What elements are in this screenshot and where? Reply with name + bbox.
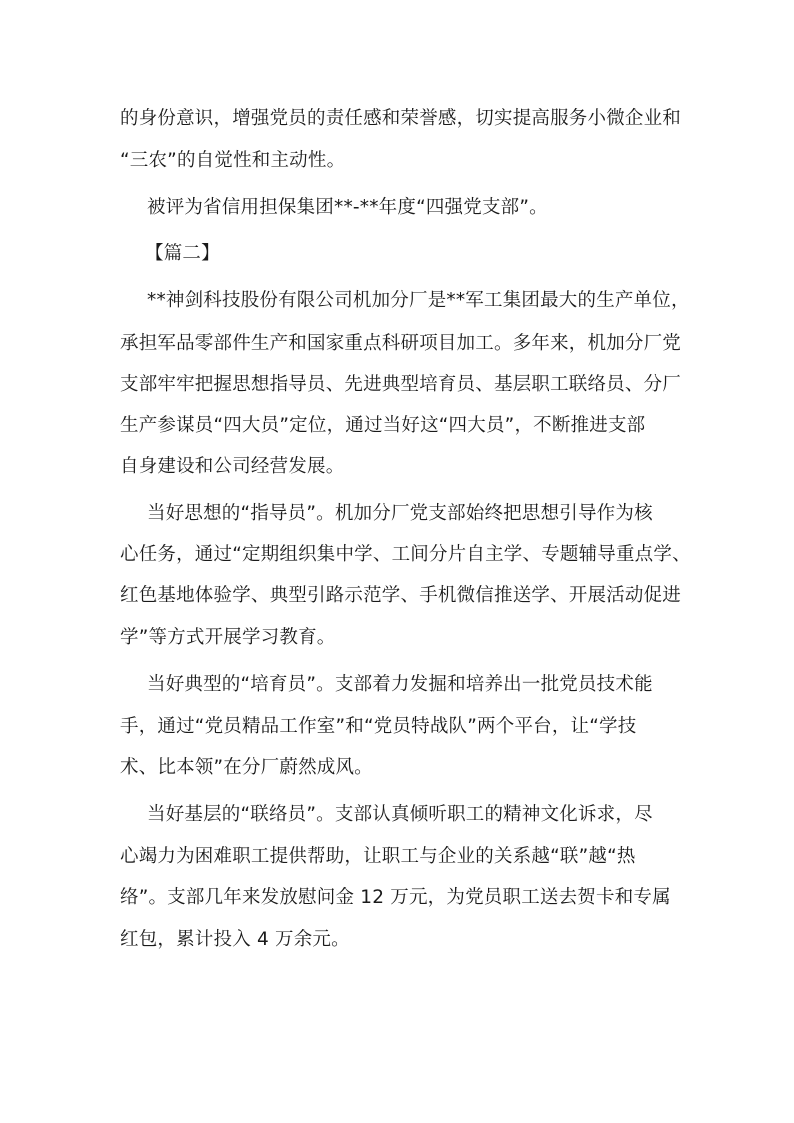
text-line: 的身份意识，增强党员的责任感和荣誉感，切实提高服务小微企业和 <box>120 108 682 129</box>
text-line: 支部牢牢把握思想指导员、先进典型培育员、基层职工联络员、分厂 <box>120 374 682 395</box>
text-line: 被评为省信用担保集团**-**年度“四强党支部”。 <box>147 197 548 218</box>
text-line: 学”等方式开展学习教育。 <box>120 627 336 648</box>
text-line: 手，通过“党员精品工作室”和“党员特战队”两个平台，让“学技 <box>120 716 637 737</box>
text-line: “三农”的自觉性和主动性。 <box>120 150 346 171</box>
text-line: 当好基层的“联络员”。支部认真倾听职工的精神文化诉求，尽 <box>147 804 653 825</box>
text-line: 红色基地体验学、典型引路示范学、手机微信推送学、开展活动促进 <box>120 585 682 606</box>
text-line: 承担军品零部件生产和国家重点科研项目加工。多年来，机加分厂党 <box>120 333 682 354</box>
text-line: 络”。支部几年来发放慰问金 12 万元，为党员职工送去贺卡和专属 <box>120 887 671 908</box>
text-line: 当好思想的“指导员”。机加分厂党支部始终把思想引导作为核 <box>147 503 653 524</box>
text-line: **神剑科技股份有限公司机加分厂是**军工集团最大的生产单位， <box>147 290 690 311</box>
text-line: 心竭力为困难职工提供帮助，让职工与企业的关系越“联”越“热 <box>120 846 636 867</box>
text-line: 自身建设和公司经营发展。 <box>120 456 345 477</box>
text-line: 当好典型的“培育员”。支部着力发掘和培养出一批党员技术能 <box>147 674 653 695</box>
section-heading: 【篇二】 <box>145 243 220 264</box>
text-line: 红包，累计投入 4 万余元。 <box>120 929 350 950</box>
text-line: 心任务，通过“定期组织集中学、工间分片自主学、专题辅导重点学、 <box>120 544 691 565</box>
text-line: 生产参谋员“四大员”定位，通过当好这“四大员”，不断推进支部 <box>120 415 646 436</box>
text-line: 术、比本领”在分厂蔚然成风。 <box>120 757 373 778</box>
